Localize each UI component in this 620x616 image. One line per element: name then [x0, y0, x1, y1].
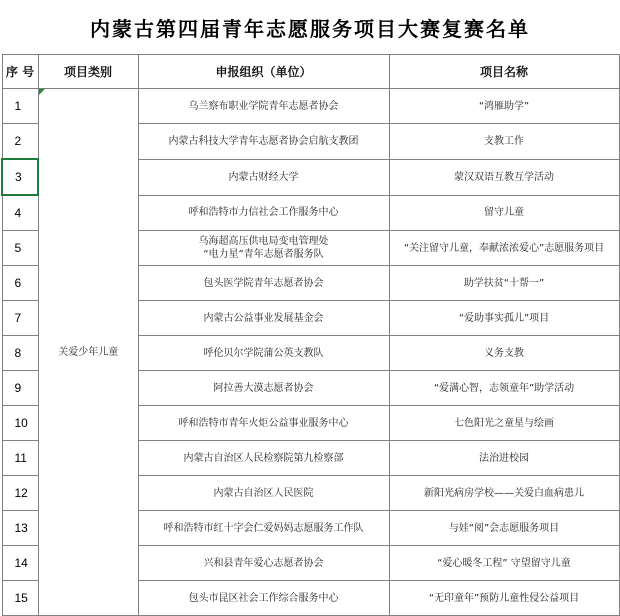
category-label: 关爱少年儿童: [58, 346, 119, 358]
org-cell[interactable]: [138, 231, 389, 266]
org-cell[interactable]: [138, 581, 389, 616]
org-cell[interactable]: [138, 336, 389, 371]
project-name: 留守儿童: [484, 207, 524, 219]
org-name: 内蒙古公益事业发展基金会: [203, 312, 324, 324]
project-cell[interactable]: [389, 546, 619, 581]
project-cell[interactable]: [389, 581, 619, 616]
project-name: 新阳光病房学校——关爱白血病患儿: [424, 487, 584, 499]
row-number-cell[interactable]: 7: [2, 301, 38, 336]
row-number-cell[interactable]: 13: [2, 511, 38, 546]
row-number-cell[interactable]: 9: [2, 371, 38, 406]
project-cell[interactable]: [389, 476, 619, 511]
org-name: 包头医学院青年志愿者协会: [203, 277, 324, 289]
page-title: 内蒙古第四届青年志愿服务项目大赛复赛名单: [90, 16, 530, 41]
header-seq[interactable]: 序 号: [2, 55, 38, 89]
org-name: 内蒙古科技大学青年志愿者协会启航支教团: [168, 135, 359, 147]
project-cell[interactable]: [389, 301, 619, 336]
header-row: [2, 55, 619, 89]
org-cell[interactable]: [138, 159, 389, 195]
org-name: 呼伦贝尔学院蒲公英支教队: [203, 347, 324, 359]
org-name: 兴和县青年爱心志愿者协会: [203, 557, 324, 569]
project-cell[interactable]: [389, 231, 619, 266]
project-cell[interactable]: [389, 336, 619, 371]
row-number-cell[interactable]: 10: [2, 406, 38, 441]
org-cell[interactable]: [138, 476, 389, 511]
row-number-cell[interactable]: 8: [2, 336, 38, 371]
org-name: 呼和浩特市青年火炬公益事业服务中心: [178, 417, 349, 429]
org-name: 乌兰察布职业学院青年志愿者协会: [188, 100, 339, 112]
row-number-cell[interactable]: 5: [2, 231, 38, 266]
project-name: 支教工作: [484, 135, 524, 147]
project-cell[interactable]: [389, 441, 619, 476]
org-cell[interactable]: [138, 89, 389, 124]
header-project[interactable]: 项目名称: [389, 55, 619, 89]
comment-indicator-icon: [39, 89, 45, 95]
org-cell[interactable]: [138, 546, 389, 581]
org-cell[interactable]: [138, 406, 389, 441]
project-name: “鸿雁助学”: [478, 100, 530, 112]
category-cell[interactable]: [38, 89, 138, 616]
row-number-cell[interactable]: 2: [2, 124, 38, 160]
project-name: “关注留守儿童，奉献浓浓爱心”志愿服务项目: [403, 242, 605, 254]
project-cell[interactable]: [389, 159, 619, 195]
org-name: 内蒙古自治区人民医院: [213, 487, 314, 499]
row-number-cell[interactable]: 12: [2, 476, 38, 511]
project-name: 法治进校园: [479, 452, 529, 464]
project-cell[interactable]: [389, 89, 619, 124]
org-name: 乌海超高压供电局变电管理处 “电力星”青年志愿者服务队: [198, 236, 329, 260]
table-body: [2, 89, 619, 616]
header-org[interactable]: 申报组织（单位）: [138, 55, 389, 89]
org-cell[interactable]: [138, 511, 389, 546]
org-name: 呼和浩特市红十字会仁爱妈妈志愿服务工作队: [163, 522, 364, 534]
row-number-cell[interactable]: 4: [2, 195, 38, 231]
table-row: [2, 89, 619, 124]
row-number-cell[interactable]: 11: [2, 441, 38, 476]
project-cell[interactable]: [389, 406, 619, 441]
project-cell[interactable]: [389, 266, 619, 301]
project-cell[interactable]: [389, 371, 619, 406]
project-name: 助学扶贫“十帮一”: [463, 277, 545, 289]
project-name: “爱助事实孤儿”项目: [458, 312, 550, 324]
org-cell[interactable]: [138, 266, 389, 301]
project-name: 与娃“阅”会志愿服务项目: [448, 522, 560, 534]
row-number-cell[interactable]: 15: [2, 581, 38, 616]
org-cell[interactable]: [138, 441, 389, 476]
row-number-cell[interactable]: 14: [2, 546, 38, 581]
project-name: “爱满心智，志领童年”助学活动: [433, 382, 575, 394]
org-name: 呼和浩特市力信社会工作服务中心: [188, 207, 339, 219]
project-name: 七色阳光之童星与绘画: [454, 417, 554, 429]
project-cell[interactable]: [389, 195, 619, 231]
org-name: 包头市昆区社会工作综合服务中心: [188, 592, 339, 604]
project-cell[interactable]: [389, 124, 619, 160]
org-name: 阿拉善大漠志愿者协会: [213, 382, 314, 394]
org-cell[interactable]: [138, 301, 389, 336]
row-number-cell[interactable]: 6: [2, 266, 38, 301]
org-name: 内蒙古自治区人民检察院第九检察部: [183, 452, 344, 464]
project-name: 义务支教: [484, 347, 524, 359]
header-category[interactable]: 项目类别: [38, 55, 138, 89]
project-name: “爱心暖冬工程” 守望留守儿童: [437, 557, 571, 569]
row-number-cell[interactable]: 3: [2, 159, 38, 195]
org-cell[interactable]: [138, 371, 389, 406]
project-name: “无印童年”预防儿童性侵公益项目: [428, 592, 580, 604]
row-number-cell[interactable]: 1: [2, 89, 38, 124]
project-cell[interactable]: [389, 511, 619, 546]
org-cell[interactable]: [138, 195, 389, 231]
org-name: 内蒙古财经大学: [228, 171, 299, 183]
org-cell[interactable]: [138, 124, 389, 160]
project-name: 蒙汉双语互教互学活动: [454, 171, 554, 183]
results-table: [1, 54, 620, 616]
